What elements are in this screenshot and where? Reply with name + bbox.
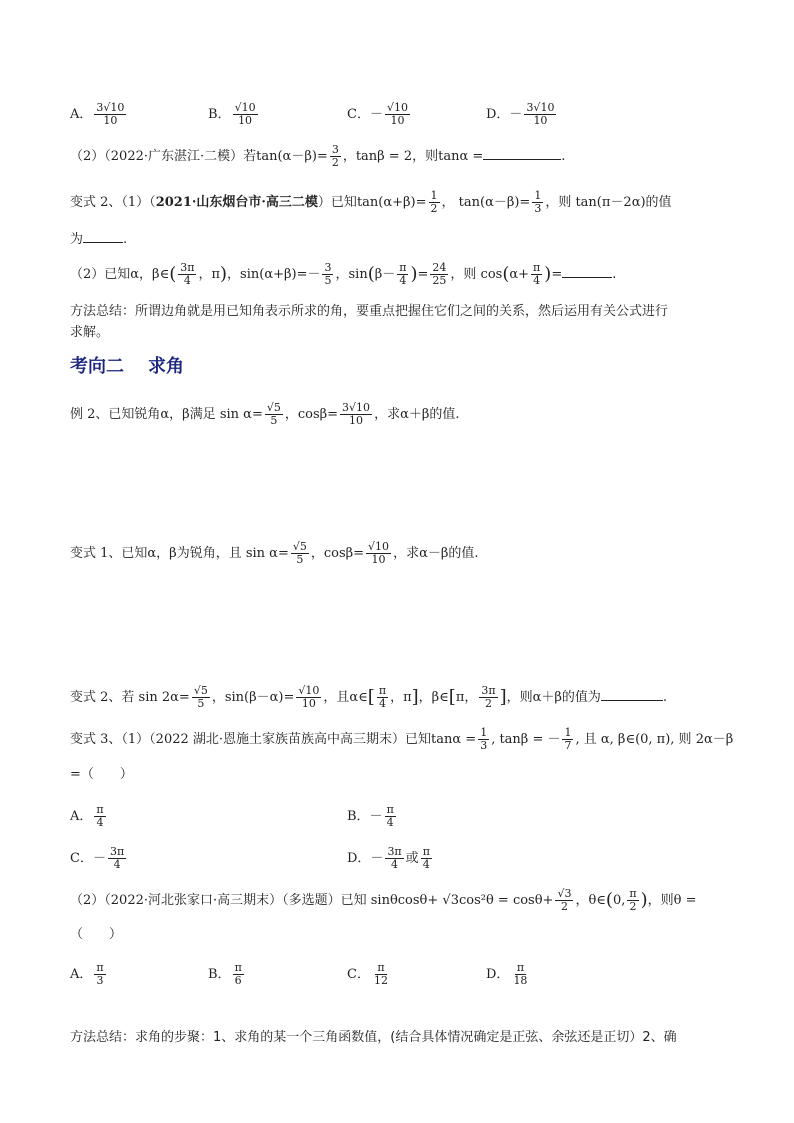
numerator: √10	[298, 684, 320, 697]
text: ，且α∈	[323, 690, 368, 705]
question-line	[70, 765, 754, 785]
fraction	[532, 190, 543, 215]
denominator: 3	[534, 202, 542, 215]
denominator: 3	[96, 974, 104, 987]
denominator: 10	[238, 114, 253, 127]
numerator: 1	[480, 726, 488, 739]
fraction	[429, 190, 440, 215]
fraction	[233, 102, 258, 127]
fraction	[531, 262, 542, 287]
text: ，sin	[335, 267, 368, 282]
numerator: √5	[266, 401, 281, 414]
option-b	[208, 962, 246, 987]
text: 方法总结：所谓边角就是用已知角表示所求的角，要重点把握住它们之间的关系，然后运用有关公式进行	[70, 304, 669, 319]
text: .	[612, 267, 617, 282]
numerator: √10	[234, 101, 256, 114]
question-line	[70, 402, 754, 427]
denominator: 4	[183, 274, 191, 287]
option-label: B．	[208, 967, 231, 982]
numerator: 3π	[109, 845, 125, 858]
fraction	[555, 888, 573, 913]
question-line	[70, 541, 754, 566]
fraction	[94, 804, 105, 829]
numerator: 3π	[481, 684, 496, 697]
text: 方法总结：求角的步聚：1、求角的某一个三角函数值，(结合具体情况确定是正弦、余弦还是正切）2、确	[70, 1030, 677, 1045]
denominator: 10	[349, 414, 364, 427]
denominator: 4	[399, 274, 407, 287]
text: 变式 3、（1）（2022 湖北·恩施土家族苗族高中高三期末）已知	[70, 732, 432, 747]
text: .	[561, 149, 566, 164]
numerator: 3	[324, 261, 332, 274]
fraction	[385, 846, 403, 871]
denominator: 10	[390, 114, 405, 127]
option-a	[70, 962, 108, 987]
denominator: 10	[103, 114, 118, 127]
text: （ ）	[70, 927, 123, 942]
numerator: √5	[292, 540, 307, 553]
text: 为	[70, 232, 84, 247]
fraction	[296, 685, 321, 710]
option-label: C．－	[70, 851, 106, 866]
denominator: 4	[113, 858, 121, 871]
text: , tanβ = －	[491, 732, 561, 747]
denominator: 10	[533, 114, 548, 127]
numerator: π	[378, 684, 387, 697]
text: 求解。	[70, 325, 110, 340]
numerator: 3π	[387, 845, 402, 858]
numerator: √10	[368, 540, 390, 553]
method-summary	[70, 1028, 754, 1048]
question-line	[70, 190, 754, 215]
paren: (	[169, 263, 177, 285]
text: 变式 1、已知α，β为锐角，且 sin α=	[70, 546, 289, 561]
denominator: 2	[331, 156, 339, 169]
option-a	[70, 102, 128, 127]
option-label: D．	[486, 967, 510, 982]
text: ，求α＋β的值.	[374, 407, 460, 422]
denominator: 10	[371, 553, 386, 566]
option-label: B．	[208, 107, 231, 122]
numerator: π	[533, 261, 541, 274]
numerator: √3	[557, 887, 572, 900]
text: =（ ）	[70, 767, 133, 782]
text: （2）已知α，β∈	[70, 267, 170, 282]
method-summary	[70, 323, 754, 343]
answer-blank	[562, 263, 612, 278]
numerator: 3π	[180, 261, 195, 274]
option-label: B．－	[347, 809, 383, 824]
numerator: π	[96, 961, 104, 974]
answer-blank	[601, 686, 663, 701]
fraction	[430, 262, 448, 287]
text: 变式 2、（1）（	[70, 195, 156, 210]
denominator: 4	[391, 858, 399, 871]
text: α+	[509, 267, 530, 282]
text: ，则 tan(π－2α)的值	[545, 195, 672, 210]
numerator: π	[629, 887, 637, 900]
numerator: π	[234, 961, 242, 974]
paren: (	[367, 263, 375, 285]
fraction	[385, 804, 396, 829]
fraction	[562, 727, 573, 752]
text: ，则θ =	[647, 893, 697, 908]
text: tan(α+β)=	[356, 195, 427, 210]
text: , 则 2α－β	[670, 732, 734, 747]
option-c	[70, 846, 128, 871]
numerator: π	[386, 803, 394, 816]
text: ，cosβ=	[284, 407, 339, 422]
text: tan(α－β)=	[256, 149, 328, 164]
text: ，sin(β－α)=	[211, 690, 295, 705]
option-label: D．－	[486, 107, 523, 122]
fraction	[322, 262, 333, 287]
question-line	[70, 228, 754, 250]
numerator: π	[399, 261, 407, 274]
text: ， tan(α－β)=	[441, 195, 531, 210]
text: β－	[374, 267, 396, 282]
text: =	[417, 267, 429, 282]
numerator: 3√10	[342, 401, 371, 414]
fraction	[479, 685, 497, 710]
denominator: 7	[564, 739, 572, 752]
denominator: 10	[301, 697, 316, 710]
paren: ]	[411, 686, 419, 708]
text: , 且 α, β∈(0, π)	[575, 732, 671, 747]
paren: (	[502, 263, 510, 285]
denominator: 12	[373, 974, 388, 987]
question-line	[70, 925, 754, 945]
option-d	[347, 846, 434, 871]
text: ，θ∈	[575, 893, 606, 908]
text: ，β∈	[418, 690, 449, 705]
answer-blank	[483, 145, 561, 160]
question-line	[70, 727, 754, 752]
answer-blank	[83, 228, 123, 243]
denominator: 6	[234, 974, 242, 987]
paren: [	[448, 686, 456, 708]
paren: )	[640, 889, 648, 911]
denominator: 5	[270, 414, 278, 427]
heading-title: 求角	[148, 356, 184, 377]
text: ，π	[198, 267, 221, 282]
fraction	[178, 262, 196, 287]
text: ，cosβ=	[310, 546, 365, 561]
numerator: π	[422, 845, 430, 858]
numerator: 1	[534, 189, 542, 202]
fraction	[366, 541, 391, 566]
text: 0,	[612, 893, 626, 908]
fraction	[192, 685, 210, 710]
source-label: 2021·山东烟台市·高三二模	[155, 195, 318, 210]
text: 例 2、已知锐角α，β满足 sin α=	[70, 407, 263, 422]
numerator: √5	[193, 684, 208, 697]
text: ，π	[390, 690, 412, 705]
numerator: 3√10	[96, 101, 125, 114]
denominator: 4	[533, 274, 541, 287]
paren: (	[605, 889, 613, 911]
fraction	[94, 102, 126, 127]
denominator: 2	[560, 900, 568, 913]
option-a	[70, 804, 108, 829]
text: tanα =	[431, 732, 477, 747]
text: ，则α＋β的值为	[506, 690, 601, 705]
text: ）已知	[317, 195, 357, 210]
fraction	[108, 846, 126, 871]
paren: )	[544, 263, 552, 285]
text: ，sin(α+β)=－	[227, 267, 321, 282]
fraction	[291, 541, 309, 566]
option-label: A．	[70, 809, 93, 824]
option-d	[486, 102, 558, 127]
numerator: 24	[432, 261, 447, 274]
denominator: 2	[430, 202, 438, 215]
fraction	[397, 262, 408, 287]
numerator: √10	[386, 101, 408, 114]
paren: )	[220, 263, 228, 285]
question-line	[70, 685, 754, 710]
fraction	[524, 102, 556, 127]
denominator: 4	[378, 697, 386, 710]
fraction	[627, 888, 638, 913]
question-line	[70, 262, 754, 287]
numerator: 1	[564, 726, 572, 739]
numerator: π	[516, 961, 525, 974]
denominator: 4	[422, 858, 430, 871]
fraction	[511, 962, 529, 987]
option-label: A．	[70, 967, 93, 982]
denominator: 2	[629, 900, 637, 913]
fraction	[340, 402, 372, 427]
fraction	[385, 102, 410, 127]
option-label: A．	[70, 107, 93, 122]
question-line	[70, 144, 754, 169]
denominator: 25	[432, 274, 447, 287]
fraction	[478, 727, 489, 752]
text: ，则 cos	[450, 267, 503, 282]
denominator: 5	[296, 553, 304, 566]
text: 变式 2、若 sin 2α=	[70, 690, 190, 705]
denominator: 4	[96, 816, 104, 829]
fraction	[421, 846, 432, 871]
denominator: 5	[324, 274, 332, 287]
fraction	[265, 402, 283, 427]
numerator: 3√10	[526, 101, 555, 114]
option-label: C．－	[347, 107, 383, 122]
paren: ]	[499, 686, 507, 708]
fraction	[94, 962, 105, 987]
text: （2）（2022·河北张家口·高三期末）（多选题）已知 sinθcosθ+ √3cos²θ = cosθ+	[70, 893, 554, 908]
option-b	[208, 102, 260, 127]
text: 或	[405, 851, 419, 866]
fraction	[233, 962, 244, 987]
fraction	[377, 685, 388, 710]
text: （2）（2022·广东湛江·二模）若	[70, 149, 257, 164]
section-heading	[70, 352, 208, 378]
numerator: π	[377, 961, 385, 974]
numerator: 1	[430, 189, 438, 202]
text: .	[123, 232, 128, 247]
numerator: 3	[331, 143, 339, 156]
fraction	[372, 962, 390, 987]
question-line	[70, 888, 754, 913]
paren: [	[367, 686, 375, 708]
text: ，tanβ = 2，则tanα =	[342, 149, 484, 164]
option-c	[347, 102, 412, 127]
option-d	[486, 962, 531, 987]
option-b	[347, 804, 398, 829]
numerator: π	[96, 803, 104, 816]
denominator: 2	[484, 697, 492, 710]
option-c	[347, 962, 392, 987]
text: ，求α－β的值.	[393, 546, 479, 561]
text: =	[551, 267, 563, 282]
text: .	[662, 690, 668, 705]
text: π，	[455, 690, 478, 705]
denominator: 3	[480, 739, 488, 752]
denominator: 4	[386, 816, 394, 829]
denominator: 5	[197, 697, 205, 710]
option-label: D．－	[347, 851, 384, 866]
heading-label: 考向二	[70, 356, 124, 377]
method-summary	[70, 302, 754, 322]
denominator: 18	[513, 974, 528, 987]
option-label: C．	[347, 967, 370, 982]
fraction	[330, 144, 341, 169]
paren: )	[410, 263, 418, 285]
